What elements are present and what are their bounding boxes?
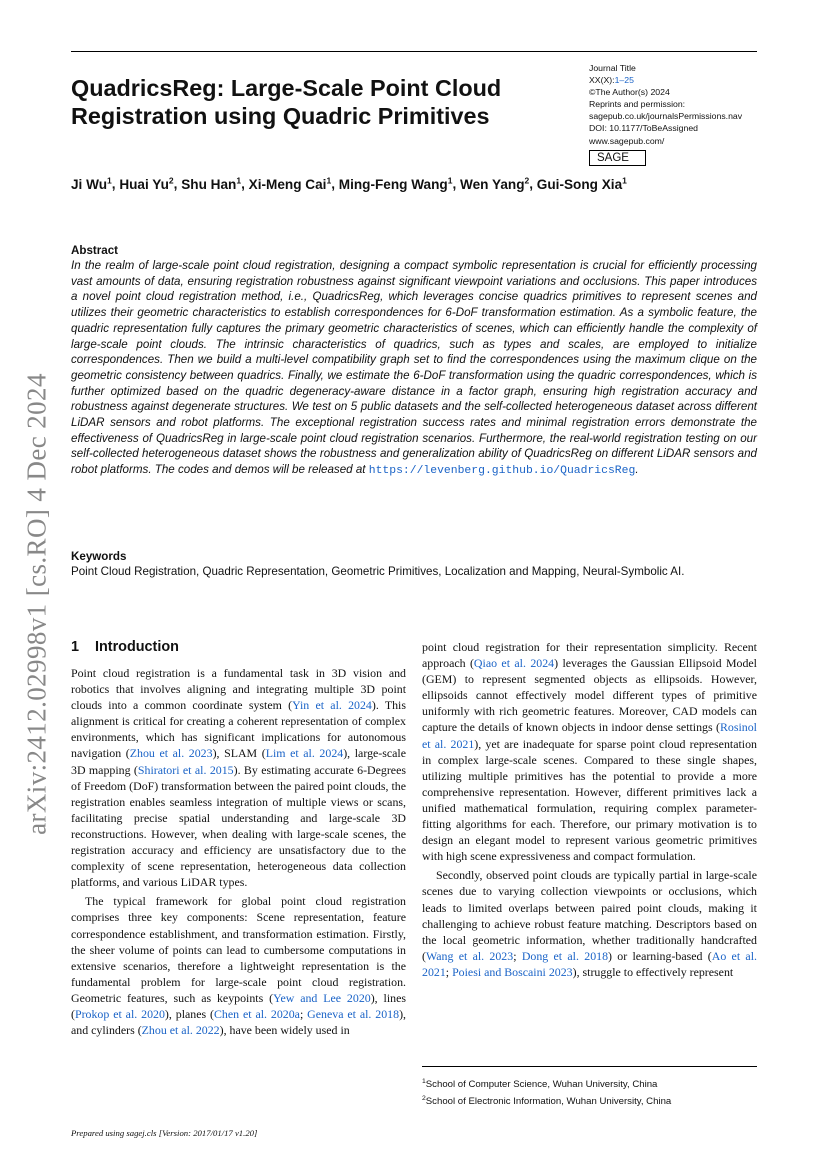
journal-pages-link[interactable]: 1–25 — [614, 75, 634, 86]
footnotes — [422, 1075, 762, 1109]
citation-link[interactable]: Shiratori et al. 2015 — [137, 762, 234, 777]
keywords-text: Point Cloud Registration, Quadric Representation, Geometric Primitives, Localization and Mapping, Neural-Symbolic AI. — [71, 565, 685, 578]
citation-link[interactable]: Poiesi and Boscaini 2023 — [452, 964, 573, 979]
intro-paragraph: Secondly, observed point clouds are typically partial in large-scale scenes due to varying collection viewpoints or occlusions, which leads to limited overlaps between paired point clouds, making it challenging to achieve robust feature matching. Descriptors based on the local geometric information, whether traditionally handcrafted (Wang et al. 2023; Dong et al. 2018) or learning-based (Ao et al. 2021; Poiesi and Boscaini 2023), struggle to effectively represent — [422, 868, 757, 979]
journal-reprints: Reprints and permission: — [589, 99, 686, 110]
project-url-link[interactable]: https://levenberg.github.io/QuadricsReg — [368, 465, 636, 478]
citation-link[interactable]: Lim et al. 2024 — [265, 746, 344, 761]
citation-link[interactable]: Rosinol et al. 2021 — [422, 720, 757, 751]
citation-link[interactable]: Zhou et al. 2023 — [129, 746, 213, 761]
author: Huai Yu$^2$ — [119, 175, 174, 192]
left-column — [71, 638, 406, 1038]
citation-link[interactable]: Wang et al. 2023 — [425, 948, 514, 963]
journal-name: Journal Title — [589, 63, 636, 73]
top-rule — [71, 51, 757, 52]
right-column — [422, 639, 757, 980]
citation-link[interactable]: Chen et al. 2020a — [213, 1006, 300, 1021]
journal-site: www.sagepub.com/ — [589, 135, 665, 146]
citation-link[interactable]: Dong et al. 2018 — [521, 948, 609, 963]
journal-info — [589, 62, 774, 166]
intro-paragraph: Point cloud registration is a fundamental task in 3D vision and robotics that involves aligning and integrating multiple 3D point clouds into a common coordinate system (Yin et al. 2024). This alignment is critical for creating a coherent representation of complex environments, which has significant implications for autonomous navigation (Zhou et al. 2023), SLAM (Lim et al. 2024), large-scale 3D mapping (Shiratori et al. 2015). By estimating accurate 6-Degrees of Freedom (DoF) transformation between the paired point clouds, the registration enables seamless integration of multiple views or scans, facilitating precise spatial understanding and large-scale 3D reconstructions. However, when dealing with large-scale scenes, the registration accuracy and efficiency are unsatisfactory due to the complexity of scene representation, heterogeneous data collection platforms, and various LiDAR types. — [71, 666, 407, 890]
citation-link[interactable]: Prokop et al. 2020 — [74, 1006, 165, 1021]
paper-title: QuadricsReg: Large-Scale Point Cloud Registration using Quadric Primitives — [71, 75, 502, 129]
intro-paragraph: The typical framework for global point cloud registration comprises three key components: Scene representation, feature correspondence establishment, and transformation estimation. Firstly, the sheer volume of points can lead to cumbersome computations in extensive scenarios, therefore a lightweight representation is the fundamental problem for large-scale point cloud registration. Geometric features, such as keypoints (Yew and Lee 2020), lines (Prokop et al. 2020), planes (Chen et al. 2020a; Geneva et al. 2018), and cylinders (Zhou et al. 2022), have been widely used in — [71, 894, 406, 1038]
author: Shu Han$^1$ — [181, 175, 242, 192]
prepared-using-note: Prepared using sagej.cls [Version: 2017/01/17 v1.20] — [71, 1128, 258, 1138]
citation-link[interactable]: Zhou et al. 2022 — [141, 1023, 220, 1038]
keywords-section — [71, 549, 757, 580]
citation-link[interactable]: Qiao et al. 2024 — [473, 656, 555, 671]
sage-logo: SAGE — [589, 150, 646, 166]
author: Ming-Feng Wang$^1$ — [338, 175, 453, 192]
footnote: $^2$School of Electronic Information, Wuhan University, China — [422, 1095, 672, 1108]
citation-link[interactable]: Yew and Lee 2020 — [273, 990, 371, 1005]
journal-copyright: ©The Author(s) 2024 — [589, 87, 670, 98]
footnote: $^1$School of Computer Science, Wuhan University, China — [422, 1078, 658, 1091]
abstract-heading: Abstract — [71, 244, 119, 257]
keywords-heading: Keywords — [71, 550, 127, 563]
citation-link[interactable]: Ao et al. 2021 — [422, 948, 757, 979]
intro-heading: 1 Introduction — [71, 639, 179, 655]
abstract-section — [71, 243, 757, 480]
citation-link[interactable]: Yin et al. 2024 — [292, 698, 372, 713]
arxiv-stamp: arXiv:2412.02998v1 [cs.RO] 4 Dec 2024 — [21, 373, 52, 835]
author-list: Ji Wu$^1$, Huai Yu$^2$, Shu Han$^1$, Xi-Meng Cai$^1$, Ming-Feng Wang$^1$, Wen Yang$^2$, Gui-Song Xia$^1$ — [71, 175, 627, 192]
author: Gui-Song Xia$^1$ — [536, 175, 627, 192]
journal-volume: XX(X):1–25 — [589, 75, 634, 86]
journal-permissions-url: sagepub.co.uk/journalsPermissions.nav — [589, 111, 743, 122]
footnote-rule — [422, 1066, 757, 1067]
journal-doi: DOI: 10.1177/ToBeAssigned — [589, 123, 698, 134]
intro-paragraph: point cloud registration for their representation simplicity. Recent approach (Qiao et al. 2024) leverages the Gaussian Ellipsoid Model (GEM) to represent segmented objects as ellipsoids. However, ellipsoids cannot effectively model different types of primitive uniformly with rich geometric features. Moreover, CAD models can capture the details of known objects in indoor dense settings (Rosinol et al. 2021), yet are inadequate for sparse point cloud representation in complex large-scale scenes. Compared to these single shapes, utilizing multiple primitives has the potential to provide a more comprehensive representation. However, different primitives lack a unified mathematical formulation, requiring complex parameter-fitting algorithms for each. Therefore, our primary motivation is to design an elegant model to represent various geometric primitives with high scene expressiveness and compact formulation. — [422, 640, 757, 864]
citation-link[interactable]: Geneva et al. 2018 — [307, 1006, 400, 1021]
author: Xi-Meng Cai$^1$ — [248, 175, 332, 192]
abstract-text: In the realm of large-scale point cloud registration, designing a compact symbolic representation is crucial for efficiently processing vast amounts of data, ensuring registration robustness against significant viewpoint variations and occlusions. This paper introduces a novel point cloud registration method, i.e., QuadricsReg, which leverages concise quadrics primitives to represent scenes and utilizes their geometric characteristics to establish correspondences for 6-DoF transformation estimation. As a symbolic feature, the quadric representation fully captures the primary geometric characteristics of scenes, which can efficiently handle the complexity of large-scale point clouds. The intrinsic characteristics of quadrics, such as types and scales, are employed to initialize correspondences. Then we build a multi-level compatibility graph set to find the correspondences using the maximum clique on the geometric consistency between quadrics. Finally, we estimate the 6-DoF transformation using the quadric correspondences, which is further optimized based on the quadric degeneracy-aware distance in a factor graph, ensuring high registration accuracy and robustness against degenerate structures. We test on 5 public datasets and the self-collected heterogeneous dataset across different LiDAR sensors and robot platforms. The exceptional registration success rates and minimal registration errors demonstrate the effectiveness of QuadricsReg in large-scale point cloud registration scenarios. Furthermore, the real-world registration testing on our self-collected heterogeneous dataset shows the robustness and generalization ability of QuadricsReg on different LiDAR sensors and robot platforms. The codes and demos will be released at https://levenberg.github.io/QuadricsReg. — [71, 259, 757, 478]
author: Wen Yang$^2$ — [460, 175, 530, 192]
author: Ji Wu$^1$ — [71, 175, 112, 192]
